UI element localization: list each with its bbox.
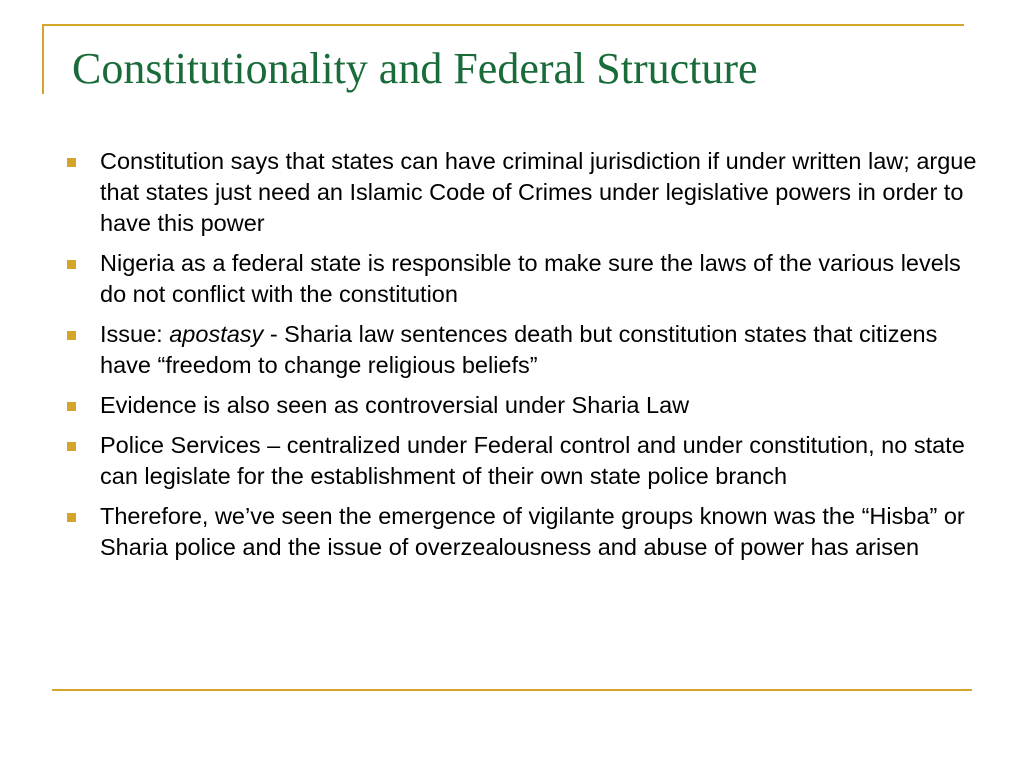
slide-title: Constitutionality and Federal Structure bbox=[72, 44, 758, 93]
bullet-text-italic: apostasy bbox=[169, 321, 264, 347]
square-bullet-icon bbox=[67, 331, 76, 340]
bullet-item bbox=[62, 146, 982, 239]
bullet-list bbox=[62, 146, 982, 572]
square-bullet-icon bbox=[67, 158, 76, 167]
square-bullet-icon bbox=[67, 513, 76, 522]
bullet-text-prefix: Issue: bbox=[100, 321, 170, 347]
bullet-item bbox=[62, 248, 982, 310]
bullet-item bbox=[62, 390, 982, 421]
bullet-text: Police Services – centralized under Federal control and under constitution, no state can legislate for the establishment of their own state police branch bbox=[100, 432, 965, 489]
bullet-item bbox=[62, 501, 982, 563]
square-bullet-icon bbox=[67, 260, 76, 269]
bullet-text: Nigeria as a federal state is responsible to make sure the laws of the various levels do not conflict with the constitution bbox=[100, 250, 961, 307]
bullet-text-suffix: - Sharia law sentences death but constitution states that citizens have “freedom to change religious beliefs” bbox=[100, 321, 938, 378]
bullet-text: Evidence is also seen as controversial under Sharia Law bbox=[100, 392, 690, 418]
decorative-left-rule bbox=[42, 24, 44, 94]
bullet-item bbox=[62, 319, 982, 381]
square-bullet-icon bbox=[67, 442, 76, 451]
square-bullet-icon bbox=[67, 402, 76, 411]
bullet-item bbox=[62, 430, 982, 492]
bullet-text: Therefore, we’ve seen the emergence of vigilante groups known was the “Hisba” or Sharia police and the issue of overzealousness and abuse of power has arisen bbox=[100, 503, 965, 560]
bullet-text: Constitution says that states can have criminal jurisdiction if under written law; argue that states just need an Islamic Code of Crimes under legislative powers in order to have this power bbox=[100, 148, 977, 236]
decorative-bottom-rule bbox=[52, 689, 972, 691]
decorative-top-rule bbox=[42, 24, 964, 26]
